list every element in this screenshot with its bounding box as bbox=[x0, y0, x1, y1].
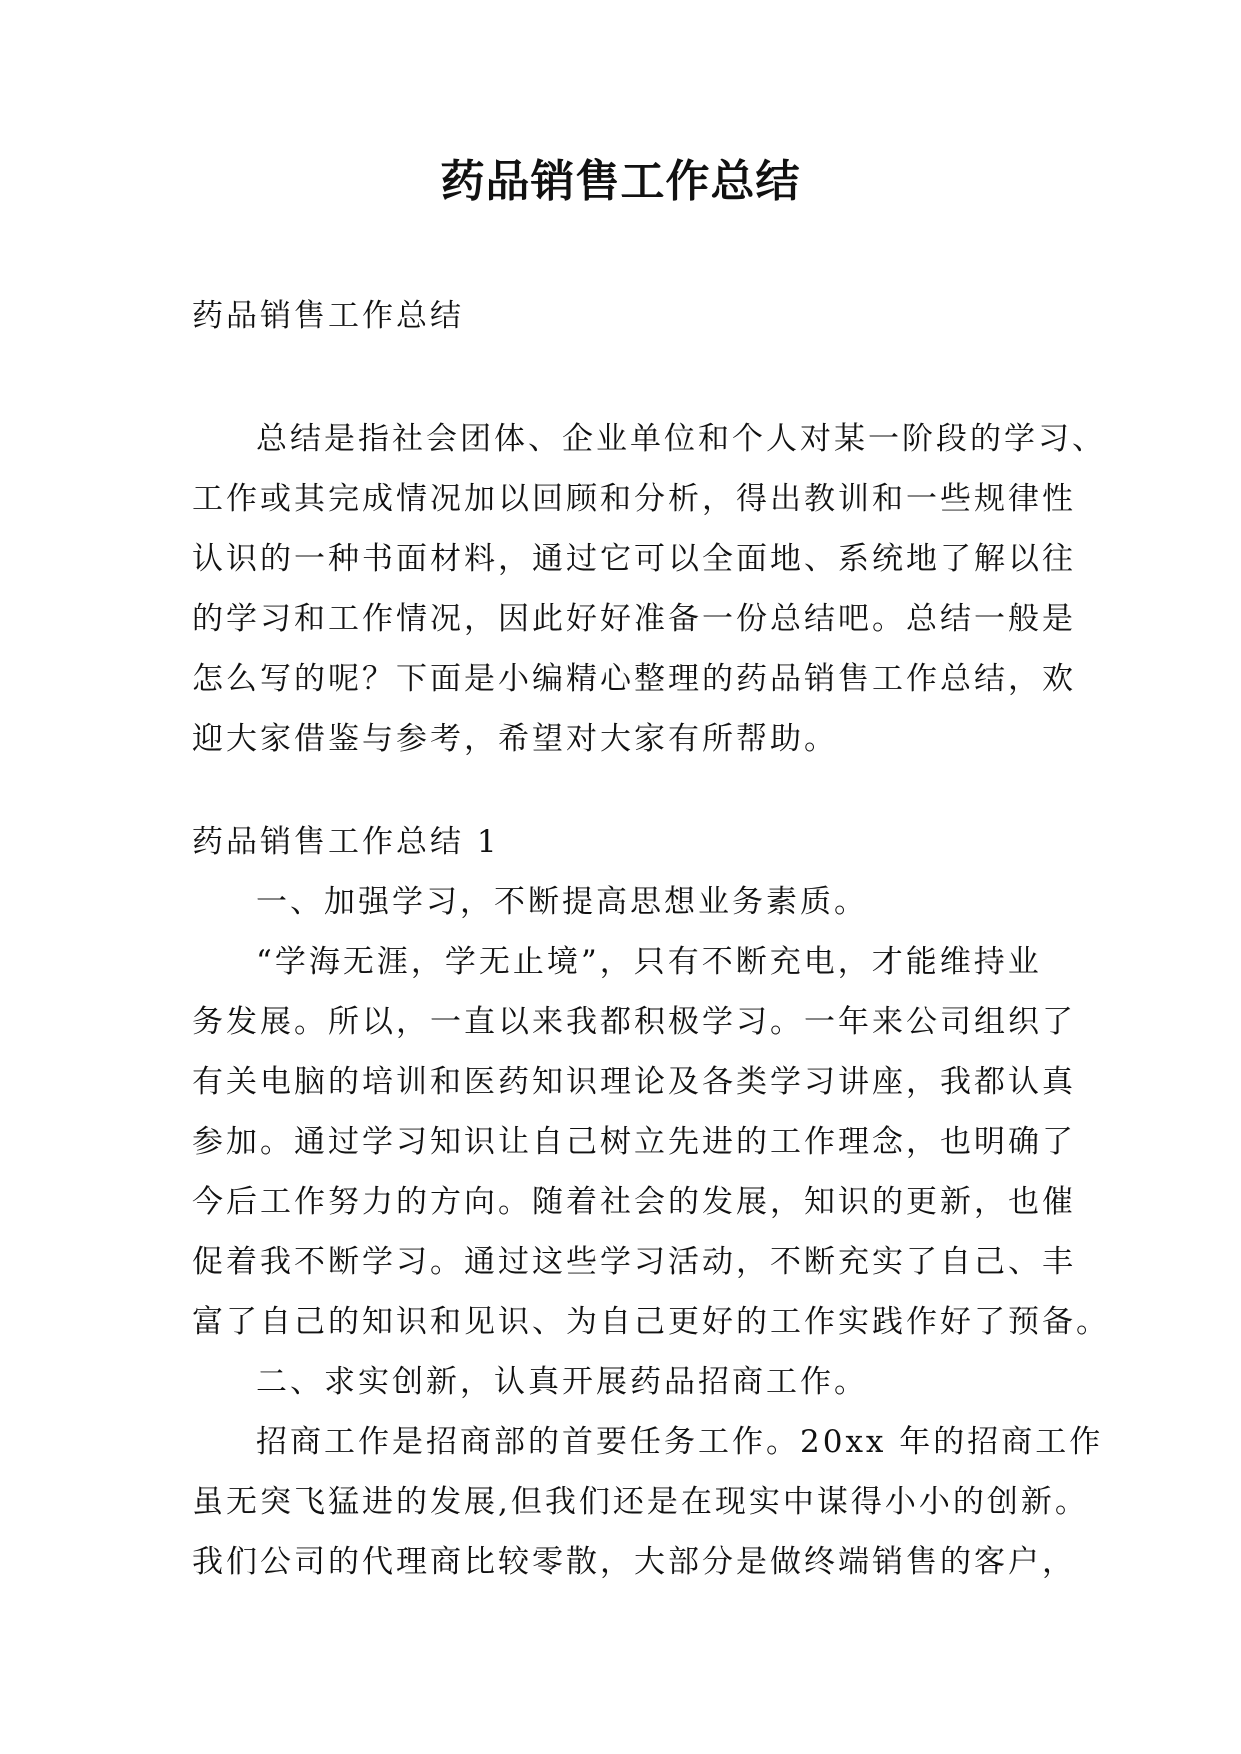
section-line-heading-2: 二、求实创新，认真开展药品招商工作。 bbox=[256, 1364, 868, 1400]
intro-line: 总结是指社会团体、企业单位和个人对某一阶段的学习、 bbox=[256, 421, 1106, 457]
document-subtitle-block bbox=[192, 286, 1052, 346]
section-line: 有关电脑的培训和医药知识理论及各类学习讲座，我都认真 bbox=[192, 1064, 1076, 1100]
section-line: 虽无突飞猛进的发展,但我们还是在现实中谋得小小的创新。 bbox=[192, 1484, 1089, 1520]
intro-line: 迎大家借鉴与参考，希望对大家有所帮助。 bbox=[192, 721, 838, 757]
section-line: 招商工作是招商部的首要任务工作。20xx 年的招商工作 bbox=[256, 1424, 1104, 1460]
intro-line: 认识的一种书面材料，通过它可以全面地、系统地了解以往 bbox=[192, 541, 1076, 577]
intro-line: 怎么写的呢？下面是小编精心整理的药品销售工作总结，欢 bbox=[192, 661, 1076, 697]
document-subtitle: 药品销售工作总结 bbox=[192, 298, 464, 334]
section-heading: 药品销售工作总结 1 bbox=[192, 824, 500, 860]
document-title: 药品销售工作总结 bbox=[440, 156, 801, 207]
section-line: 我们公司的代理商比较零散，大部分是做终端销售的客户， bbox=[192, 1544, 1076, 1580]
section-line: 务发展。所以，一直以来我都积极学习。一年来公司组织了 bbox=[192, 1004, 1076, 1040]
section-line: 富了自己的知识和见识、为自己更好的工作实践作好了预备。 bbox=[192, 1304, 1110, 1340]
intro-line: 工作或其完成情况加以回顾和分析，得出教训和一些规律性 bbox=[192, 481, 1076, 517]
section-line: 今后工作努力的方向。随着社会的发展，知识的更新，也催 bbox=[192, 1184, 1076, 1220]
section-1 bbox=[192, 812, 1110, 1592]
section-line: “学海无涯，学无止境”，只有不断充电，才能维持业 bbox=[256, 944, 1042, 980]
section-line-heading-1: 一、加强学习，不断提高思想业务素质。 bbox=[256, 884, 868, 920]
intro-line: 的学习和工作情况，因此好好准备一份总结吧。总结一般是 bbox=[192, 601, 1076, 637]
section-line: 参加。通过学习知识让自己树立先进的工作理念，也明确了 bbox=[192, 1124, 1076, 1160]
section-line: 促着我不断学习。通过这些学习活动，不断充实了自己、丰 bbox=[192, 1244, 1076, 1280]
intro-paragraph bbox=[192, 409, 1106, 769]
